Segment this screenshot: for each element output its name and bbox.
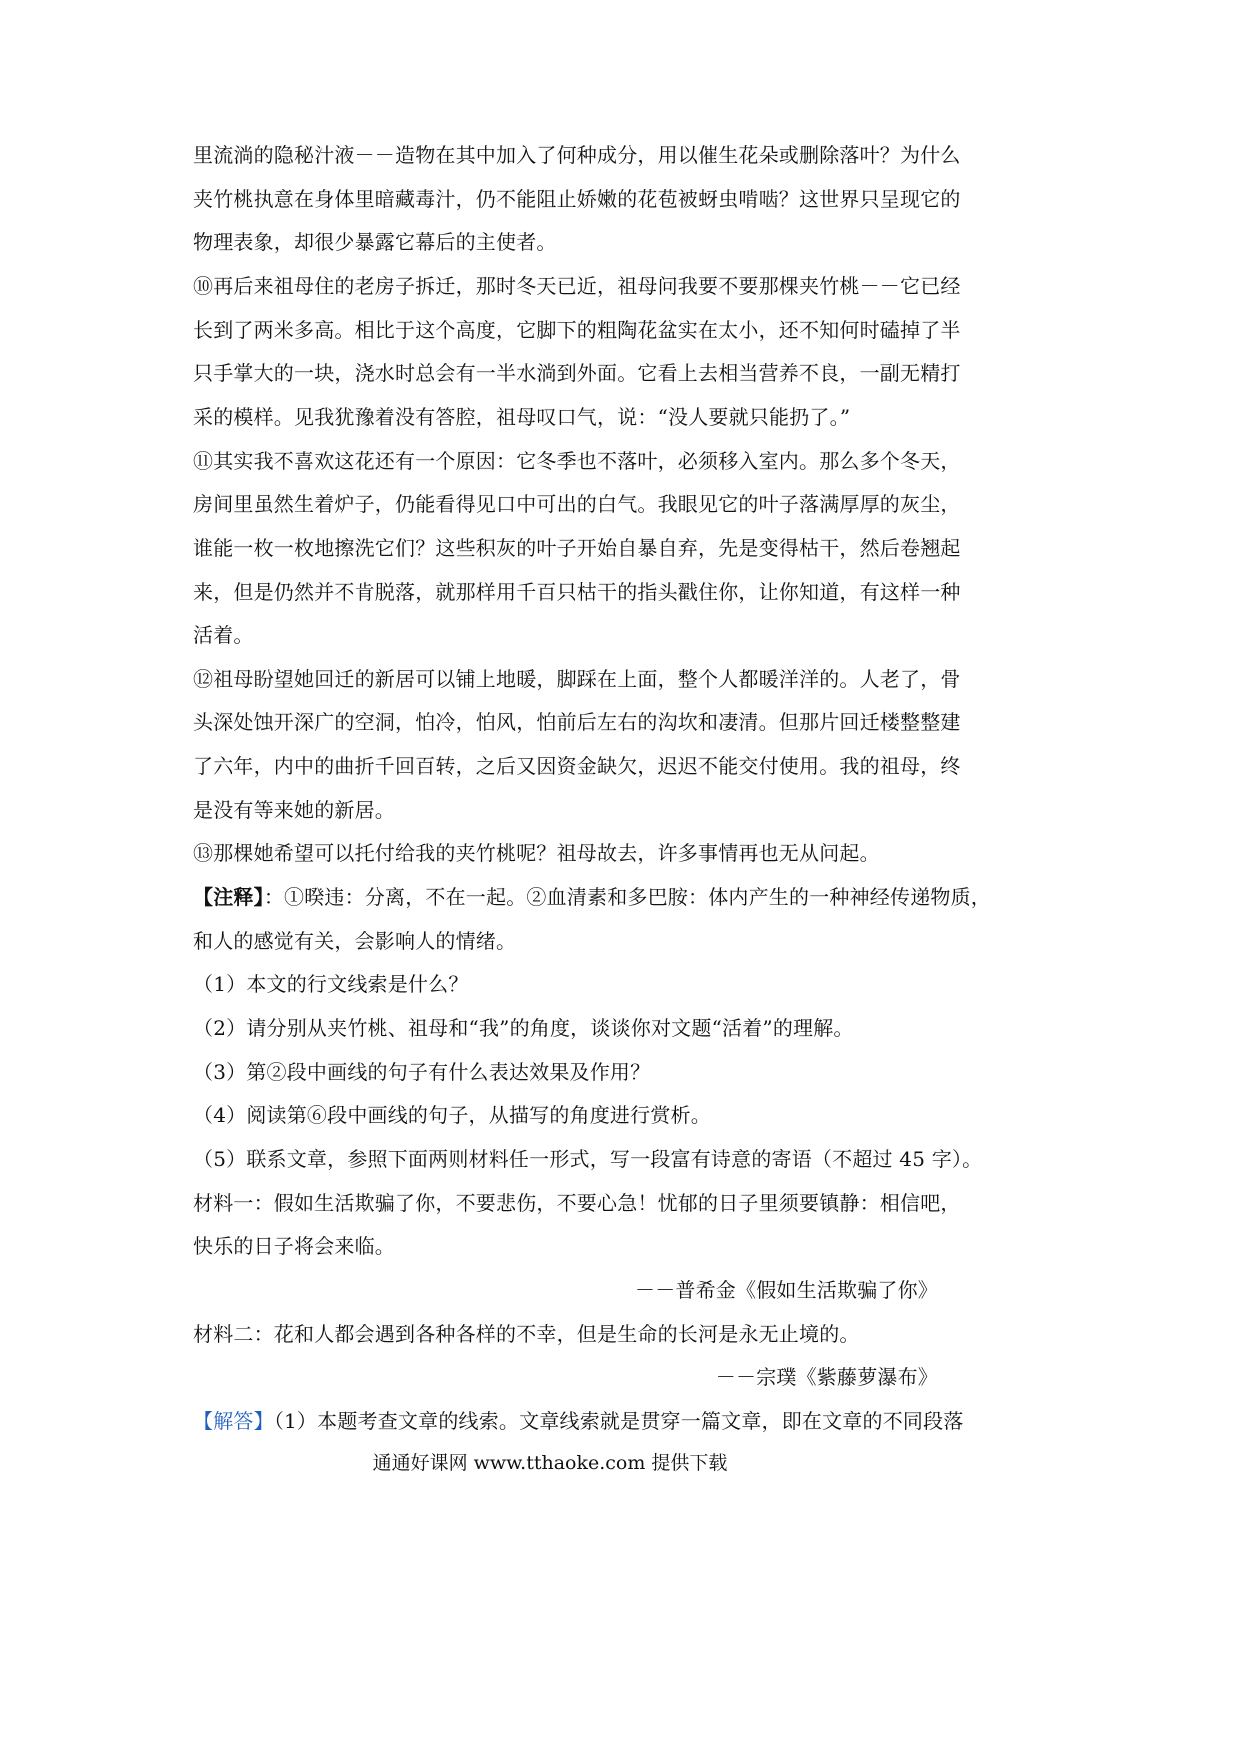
question-5: （5）联系文章，参照下面两则材料任一形式，写一段富有诗意的寄语（不超过 45 字）。	[193, 1147, 983, 1171]
paragraph-11-line-5: 活着。	[193, 623, 254, 647]
paragraph-10-line-2: 长到了两米多高。相比于这个高度，它脚下的粗陶花盆实在太小，还不知何时磕掉了半	[193, 318, 961, 342]
body-line-2: 夹竹桃执意在身体里暗藏毒汁，仍不能阻止娇嫩的花苞被蚜虫啃啮？这世界只呈现它的	[193, 187, 961, 211]
paragraph-12-line-4: 是没有等来她的新居。	[193, 798, 395, 822]
body-line-3: 物理表象，却很少暴露它幕后的主使者。	[193, 230, 557, 254]
material-1-line-1: 材料一：假如生活欺骗了你，不要悲伤，不要心急！忧郁的日子里须要镇静：相信吧，	[193, 1191, 961, 1215]
paragraph-11-line-3: 谁能一枚一枚地擦洗它们？这些积灰的叶子开始自暴自弃，先是变得枯干，然后卷翘起	[193, 536, 961, 560]
paragraph-10-line-1: ⑩再后来祖母住的老房子拆迁，那时冬天已近，祖母问我要不要那棵夹竹桃－－它已经	[193, 274, 961, 298]
paragraph-10-line-4: 采的模样。见我犹豫着没有答腔，祖母叹口气，说：“没人要就只能扔了。”	[193, 405, 851, 429]
material-2-line-1: 材料二：花和人都会遇到各种各样的不幸，但是生命的长河是永无止境的。	[193, 1322, 860, 1346]
answer-text: （1）本题考查文章的线索。文章线索就是贯穿一篇文章，即在文章的不同段落	[273, 1409, 964, 1433]
notes-line-1	[193, 883, 992, 911]
paragraph-11-line-4: 来，但是仍然并不肯脱落，就那样用千百只枯干的指头戳住你，让你知道，有这样一种	[193, 580, 961, 604]
body-line-1: 里流淌的隐秘汁液－－造物在其中加入了何种成分，用以催生花朵或删除落叶？为什么	[193, 143, 961, 167]
answer-line-1	[193, 1407, 964, 1435]
question-2: （2）请分别从夹竹桃、祖母和“我”的角度，谈谈你对文题“活着”的理解。	[193, 1016, 854, 1040]
answer-label: 【解答】	[193, 1409, 274, 1433]
material-1-source: －－普希金《假如生活欺骗了你》	[635, 1278, 938, 1302]
paragraph-11-line-1: ⑪其实我不喜欢这花还有一个原因：它冬季也不落叶，必须移入室内。那么多个冬天，	[193, 449, 961, 473]
page-footer: 通通好课网 www.tthaoke.com 提供下载	[372, 1452, 728, 1474]
question-4: （4）阅读第⑥段中画线的句子，从描写的角度进行赏析。	[193, 1103, 711, 1127]
paragraph-12-line-2: 头深处蚀开深广的空洞，怕冷，怕风，怕前后左右的沟坎和凄清。但那片回迁楼整整建	[193, 710, 961, 734]
paragraph-12-line-3: 了六年，内中的曲折千回百转，之后又因资金缺欠，迟迟不能交付使用。我的祖母，终	[193, 754, 961, 778]
question-3: （3）第②段中画线的句子有什么表达效果及作用？	[193, 1060, 651, 1084]
paragraph-11-line-2: 房间里虽然生着炉子，仍能看得见口中可出的白气。我眼见它的叶子落满厚厚的灰尘，	[193, 492, 961, 516]
paragraph-10-line-3: 只手掌大的一块，浇水时总会有一半水淌到外面。它看上去相当营养不良，一副无精打	[193, 361, 961, 385]
notes-label: 【注释】	[193, 885, 264, 909]
material-1-line-2: 快乐的日子将会来临。	[193, 1234, 395, 1258]
question-1: （1）本文的行文线索是什么？	[193, 972, 469, 996]
paragraph-12-line-1: ⑫祖母盼望她回迁的新居可以铺上地暖，脚踩在上面，整个人都暖洋洋的。人老了，骨	[193, 667, 961, 691]
material-2-source: －－宗璞《紫藤萝瀑布》	[715, 1365, 938, 1389]
notes-line-2: 和人的感觉有关，会影响人的情绪。	[193, 929, 517, 953]
notes-text-1: ：①暌违：分离，不在一起。②血清素和多巴胺：体内产生的一种神经传递物质，	[263, 885, 992, 909]
paragraph-13-line-1: ⑬那棵她希望可以托付给我的夹竹桃呢？祖母故去，许多事情再也无从问起。	[193, 841, 880, 865]
